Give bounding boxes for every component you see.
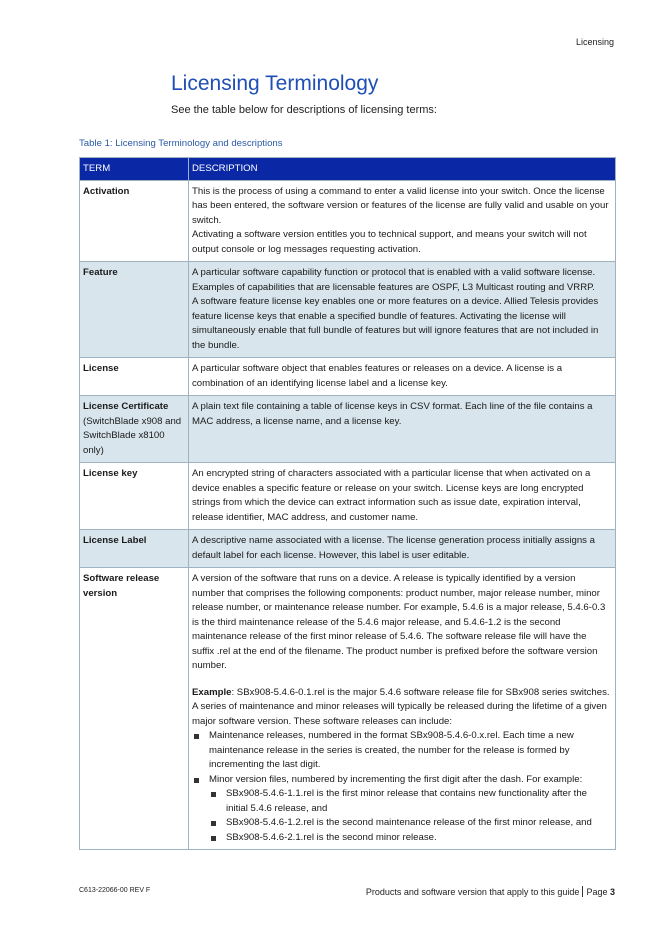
description-cell: [189, 262, 616, 358]
term-qualifier: (SwitchBlade x908 and SwitchBlade x8100 only): [83, 415, 182, 456]
description-paragraph: This is the process of using a command to enter a valid license into your switch. Once the license has been entered, the software version or features of the license are fully valid and usable on your switch.: [192, 185, 609, 226]
description-cell: [189, 180, 616, 262]
description-paragraph: Activating a software version entitles you to technical support, and means your switch will not output console or log messages requesting activation.: [192, 229, 587, 255]
table-caption: Table 1: Licensing Terminology and descriptions: [79, 138, 283, 149]
description-cell: [189, 358, 616, 396]
term-label: License Certificate: [83, 401, 169, 412]
term-cell: [80, 396, 189, 463]
example-text: : SBx908-5.4.6-0.1.rel is the major 5.4.6 software release file for SBx908 series switches. A series of maintenance and minor releases will typically be released during the lifetime of a given major software version. These software releases can include:: [192, 686, 610, 727]
description-cell: [189, 568, 616, 850]
example-label: Example: [192, 686, 232, 698]
description-paragraph: A particular software object that enables features or releases on a device. A license is a combination of an identifying license label and a license key.: [192, 363, 563, 389]
term-cell: Software release version: [80, 568, 189, 850]
description-paragraph: A particular software capability function or protocol that is enabled with a valid software license. Examples of capabilities that are licensable features are OSPF, L3 Multicast routing and VRRP.: [192, 267, 596, 293]
term-cell: Activation: [80, 180, 189, 262]
page-footer: [366, 886, 615, 897]
table-row: [80, 530, 616, 568]
table-row: [80, 358, 616, 396]
list-item-text: Minor version files, numbered by incrementing the first digit after the dash. For example:: [209, 773, 583, 785]
term-cell: License Label: [80, 530, 189, 568]
list-item: Maintenance releases, numbered in the format SBx908-5.4.6-0.x.rel. Each time a new maintenance release in the series is created, the number for the release is formed by incrementing the last digit.: [192, 729, 610, 773]
minor-release-examples-list: [209, 787, 610, 845]
page-number: 3: [609, 887, 615, 897]
term-cell: License key: [80, 463, 189, 530]
list-item: [192, 773, 610, 846]
section-intro: See the table below for descriptions of licensing terms:: [171, 104, 437, 116]
page-label: Page: [586, 887, 608, 897]
table-row: [80, 262, 616, 358]
document-id: C613-22066-00 REV F: [79, 887, 151, 894]
table-row: [80, 568, 616, 850]
description-paragraph: A descriptive name associated with a license. The license generation process initially assigns a default label for each license. However, this label is user editable.: [192, 535, 595, 561]
release-types-list: [192, 729, 610, 845]
description-paragraph: A version of the software that runs on a device. A release is typically identified by a version number that comprises the following components: product number, major release number, minor release number, or maintenance release number. For example, 5.4.6 is a major release, 5.4.6-0.3 is the third maintenance release of the 5.4.6 major release, and 5.4.6-1.2 is the second maintenance release of the first minor release of 5.4.6. The software release file will have the suffix .rel at the end of the filename. The product number is prefixed before the software version number.: [192, 573, 606, 671]
term-cell: License: [80, 358, 189, 396]
example-paragraph: [192, 686, 610, 730]
table-header-row: [80, 158, 616, 181]
description-cell: [189, 396, 616, 463]
column-header-term: TERM: [80, 158, 189, 181]
sub-list-item: SBx908-5.4.6-1.1.rel is the first minor release that contains new functionality after the initial 5.4.6 release, and: [209, 787, 610, 816]
table-row: [80, 396, 616, 463]
table-row: [80, 180, 616, 262]
description-paragraph: A plain text file containing a table of license keys in CSV format. Each line of the file contains a MAC address, a license name, and a license key.: [192, 401, 593, 427]
footer-divider: [582, 886, 583, 897]
table-row: [80, 463, 616, 530]
section-title: Licensing Terminology: [171, 72, 379, 95]
description-cell: [189, 530, 616, 568]
term-cell: Feature: [80, 262, 189, 358]
licensing-terms-table: [79, 157, 616, 850]
sub-list-item: SBx908-5.4.6-2.1.rel is the second minor release.: [209, 831, 610, 846]
description-cell: [189, 463, 616, 530]
description-paragraph: A software feature license key enables one or more features on a device. Allied Telesis provides feature license keys that enable a specified bundle of features. Activating the license will simultaneously enable that full bundle of features but will ignore features that are not included in the bundle.: [192, 296, 599, 351]
column-header-description: DESCRIPTION: [189, 158, 616, 181]
description-paragraph: An encrypted string of characters associated with a particular license that when activated on a device enables a specific feature or release on your switch. License keys are long encrypted strings from which the device can extract information such as issue date, expiration interval, release identifier, MAC address, and customer name.: [192, 468, 591, 523]
footer-section-name: Products and software version that apply to this guide: [365, 887, 580, 897]
running-head: Licensing: [575, 37, 614, 47]
sub-list-item: SBx908-5.4.6-1.2.rel is the second maintenance release of the first minor release, and: [209, 816, 610, 831]
